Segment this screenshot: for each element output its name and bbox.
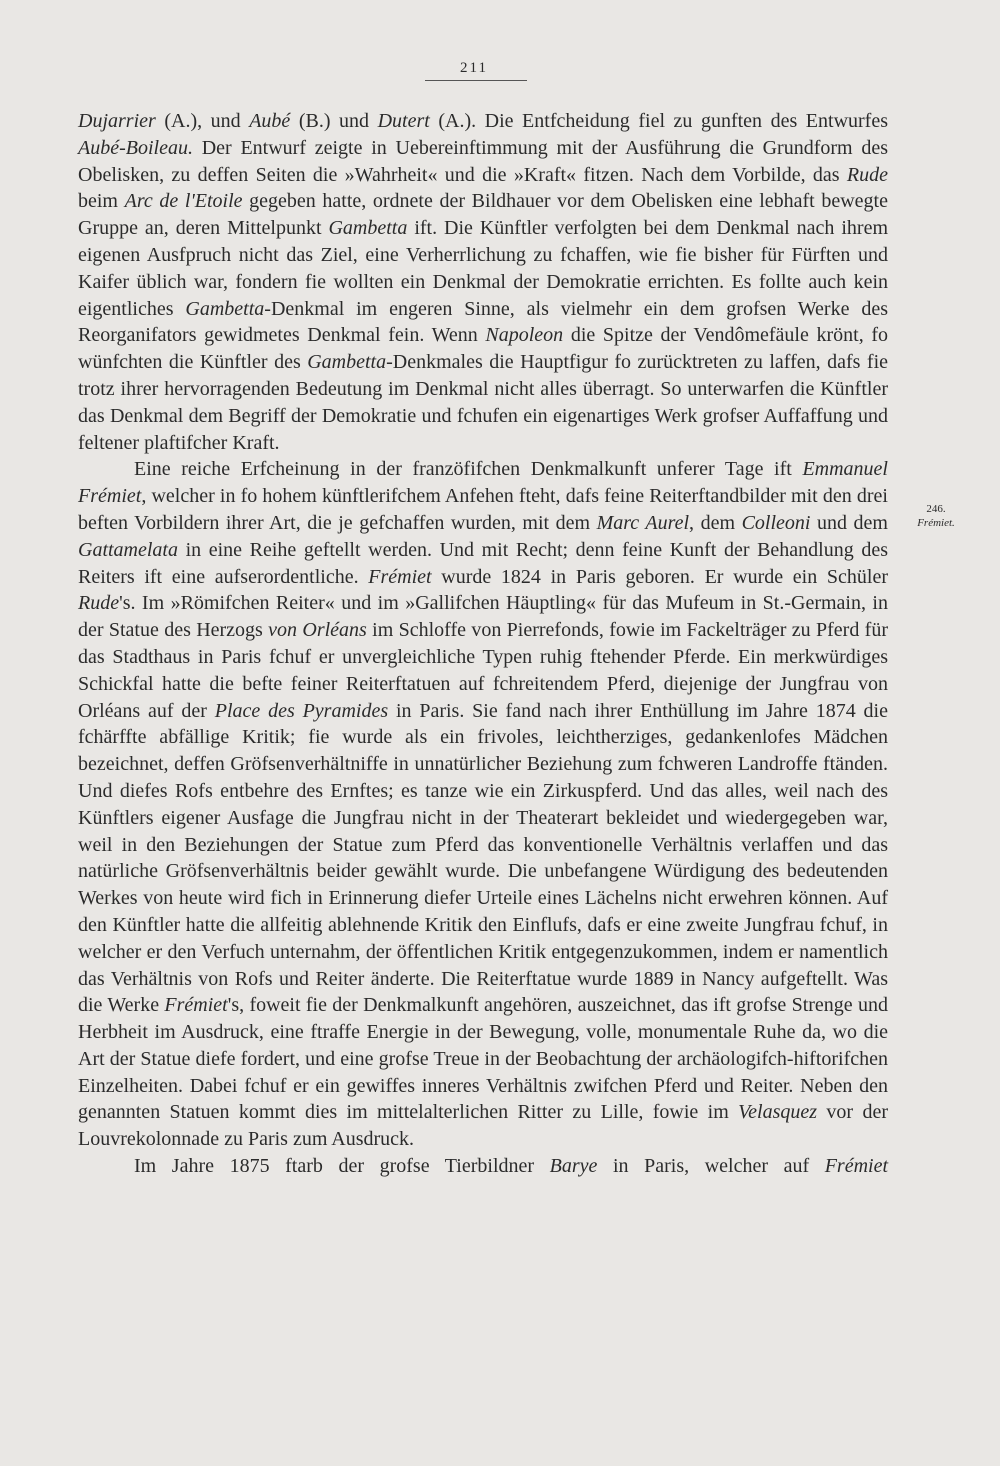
italic-run: Colleoni: [741, 511, 811, 534]
italic-run: Rude: [846, 163, 888, 186]
paragraph-3: [78, 1153, 888, 1180]
italic-run: Place des Pyramides: [214, 699, 389, 722]
text-run: , dem: [689, 511, 742, 534]
page-number-rule: [425, 80, 527, 81]
italic-run: Marc Aurel: [596, 511, 690, 534]
text-run: Eine reiche Erfcheinung in der franzöfifchen Denkmalkunft unferer Tage ift: [134, 458, 803, 481]
text-run: (A.), und: [155, 110, 250, 132]
italic-run: Arc de l'Etoile: [124, 190, 243, 213]
text-run: in Paris. Sie fand nach ihrer Enthüllung im Jahre 1874 die fchärffte abfällige Kritik; fie wurde als ein frivoles, leichtherziges, gedankenlofes Mädchen bezeichnet, deffen Gröfsenverhältniffe in unnatürlicher Beziehung zum fchweren Landroffe ftänden. Und diefes Rofs entbehre des Ernftes; es tanze wie ein Zirkuspferd. Und das alles, weil nach des Künftlers eigener Ausfage die Jungfrau nicht in der Theaterart bekleidet und wiedergegeben war, weil in den Beziehungen der Statue zum Pferd das konventionelle Verhältnis verlaffen und das natürliche Gröfsenverhältnis beider gewählt wurde. Die unbefangene Würdigung des bedeutenden Werkes von heute wird fich in Erinnerung diefer Urteile eines Lächelns nicht erwehren können. Auf den Künftler hatte die allfeitig ablehnende Kritik den Einflufs, dafs er eine zweite Jungfrau fchuf, in welcher er den Verfuch unternahm, der öffentlichen Kritik entgegenzukommen, indem er namentlich das Verhältnis von Rofs und Reiter änderte. Die Reiterftatue wurde 1889 in Nancy aufgeftellt. Was die Werke: [78, 699, 888, 1017]
margin-note-number: 246.: [926, 503, 946, 515]
italic-run: Gambetta: [328, 217, 408, 240]
italic-run: Gambetta: [185, 297, 265, 320]
text-run: 's, foweit fie der Denkmalkunft angehören, auszeichnet, das ift grofse Strenge und Herbheit im Ausdruck, eine ftraffe Energie in der Bewegung, volle, monumentale Ruhe da, wo die Art der Statue diefe fordert, und eine grofse Treue in der Beobachtung der archäologifch-hiftorifchen Einzelheiten. Dabei fchuf er ein gewiffes inneres Verhältnis zwifchen Pferd und Reiter. Neben den genannten Statuen kommt dies im mittelalterlichen Ritter zu Lille, fowie im: [78, 994, 889, 1124]
text-run: 's. Im »Römifchen Reiter« und im »Gallifchen Häuptling« für das Mufeum in St.-Germain, in der Statue des Herzogs: [78, 592, 888, 642]
text-run: gegeben hatte, ordnete der Bildhauer vor dem Obelisken eine lebhaft bewegte Gruppe an, deren Mittelpunkt: [78, 190, 888, 240]
italic-run: von Orléans: [268, 619, 367, 642]
margin-note: [905, 502, 967, 530]
italic-run: Frémiet: [164, 994, 228, 1017]
italic-run: Napoleon: [485, 324, 564, 347]
italic-run: Velasquez: [738, 1101, 818, 1124]
body-text: [78, 108, 888, 1180]
text-run: in eine Reihe geftellt werden. Und mit Recht; denn feine Kunft der Behandlung des Reiters ift eine aufserordentliche.: [78, 538, 888, 588]
italic-run: Barye: [549, 1155, 598, 1178]
text-run: -Denkmal im engeren Sinne, als vielmehr ein dem grofsen Werke des Reorganifators gewidmetes Denkmal fein. Wenn: [78, 297, 888, 347]
text-run: vor der Louvrekolonnade zu Paris zum Ausdruck.: [78, 1101, 888, 1151]
text-run: ift. Die Künftler verfolgten bei dem Denkmal nach ihrem eigenen Ausfpruch nicht das Ziel, eine Verherrlichung zu fchaffen, wie fie bisher für Fürften und Kaifer üblich war, fondern fie wollten ein Denkmal der Demokratie errichten. Es follte auch kein eigentliches: [78, 217, 888, 320]
italic-run: Aubé-Boileau.: [78, 136, 193, 159]
text-run: , welcher in fo hohem künftlerifchem Anfehen fteht, dafs feine Reiterftandbilder mit den drei beften Vorbildern ihrer Art, die je gefchaffen wurden, mit dem: [78, 485, 888, 534]
italic-run: Gambetta: [307, 351, 387, 374]
text-run: (B.) und: [290, 110, 378, 132]
text-run: Der Entwurf zeigte in Uebereinftimmung mit der Ausführung die Grundform des Obelisken, zu deffen Seiten die »Wahrheit« und die »Kraft« fitzen. Nach dem Vorbilde, das: [78, 136, 888, 186]
italic-run: Gattamelata: [78, 538, 178, 561]
text-run: im Schloffe von Pierrefonds, fowie im Fackelträger zu Pferd für das Stadthaus in Paris fchuf er unvergleichliche Typen ruhig ftehender Pferde. Ein merkwürdiges Schickfal hatte die befte feiner Reiterftatuen auf fchreitendem Pferd, diejenige der Jungfrau von Orléans auf der: [78, 619, 888, 722]
italic-run: Rude: [78, 592, 120, 615]
italic-run: Dujarrier: [78, 110, 156, 132]
margin-note-name: Frémiet.: [917, 517, 955, 529]
text-run: beim: [78, 190, 125, 213]
text-run: und dem: [810, 511, 888, 534]
italic-run: Frémiet: [824, 1155, 888, 1178]
page-number: 211: [460, 60, 488, 76]
paragraph-2: [78, 456, 888, 1153]
text-run: die Spitze der Vendômefäule krönt, fo wünfchten die Künftler des: [78, 324, 888, 374]
italic-run: Dutert: [377, 110, 430, 132]
text-run: -Denkmales die Hauptfigur fo zurücktreten zu laffen, dafs fie trotz ihrer hervorragenden Bedeutung im Denkmal nicht alles überragt. So unterwarfen die Künftler das Denkmal dem Begriff der Demokratie und fchufen ein eigenartiges Werk grofser Auffaffung und feltener plaftifcher Kraft.: [78, 351, 888, 454]
italic-run: Frémiet: [368, 565, 432, 588]
text-run: (A.). Die Entfcheidung fiel zu gunften des Entwurfes: [429, 110, 888, 132]
paragraph-1: [78, 108, 888, 456]
text-run: wurde 1824 in Paris geboren. Er wurde ein Schüler: [431, 565, 888, 588]
italic-run: Aubé: [249, 110, 291, 132]
italic-run: Emmanuel Frémiet: [78, 458, 888, 508]
text-run: in Paris, welcher auf: [597, 1155, 825, 1178]
text-run: Im Jahre 1875 ftarb der grofse Tierbildner: [134, 1155, 550, 1178]
